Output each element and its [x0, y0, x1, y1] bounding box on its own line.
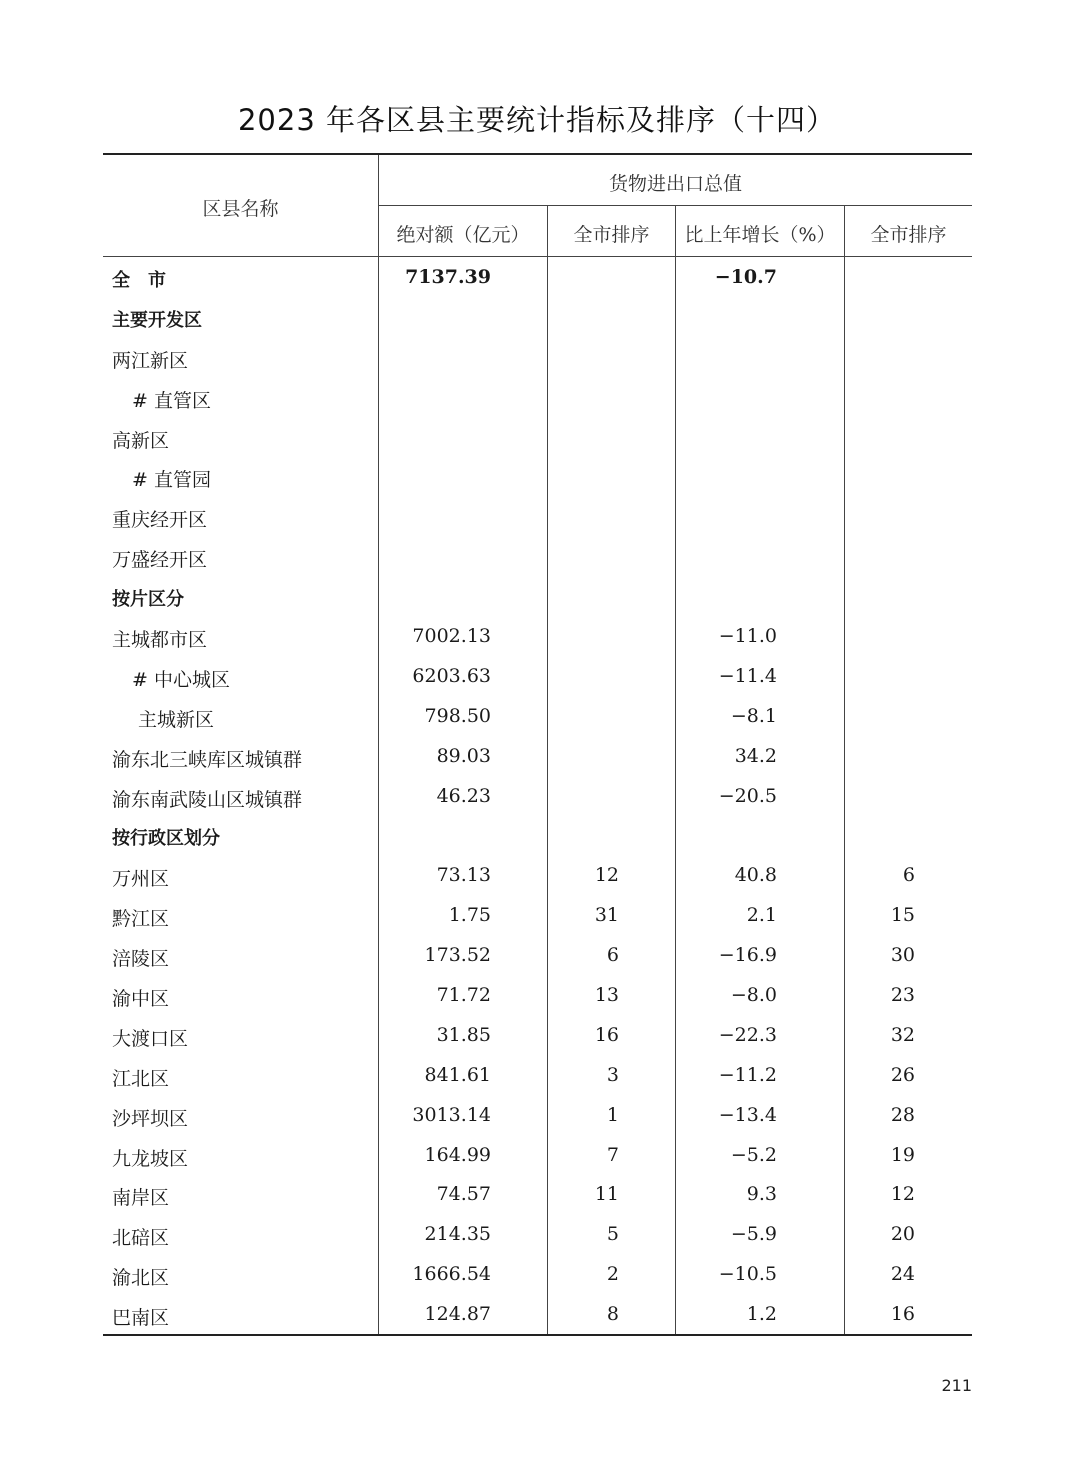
page-title: 2023 年各区县主要统计指标及排序（十四） — [237, 103, 837, 137]
table-row — [103, 1254, 972, 1294]
growth-cell: −11.2 — [718, 1063, 777, 1086]
region-name-cell: 主城新区 — [138, 708, 215, 731]
table-row — [103, 576, 972, 616]
region-name-cell: 按片区分 — [112, 589, 184, 611]
table-row — [103, 815, 972, 855]
growth-cell: −5.2 — [730, 1143, 777, 1166]
growth-rank-cell: 30 — [890, 944, 915, 967]
region-name-cell: 万盛经开区 — [112, 549, 208, 572]
growth-cell: −16.9 — [718, 944, 777, 967]
region-name-cell: 全 市 — [112, 270, 166, 291]
region-name-cell: 巴南区 — [112, 1307, 170, 1330]
growth-rank-cell: 6 — [902, 864, 915, 887]
region-name-cell: 渝东北三峡库区城镇群 — [112, 748, 303, 771]
table-row — [103, 536, 972, 576]
absolute-value-cell: 73.13 — [436, 864, 491, 887]
table-row — [103, 417, 972, 457]
absolute-value-cell: 1.75 — [448, 904, 491, 927]
absolute-value-cell: 7137.39 — [405, 266, 491, 288]
table-row — [103, 297, 972, 337]
growth-cell: −20.5 — [718, 784, 777, 807]
absolute-value-cell: 31.85 — [436, 1023, 491, 1046]
absolute-value-cell: 46.23 — [436, 784, 491, 807]
table-row — [103, 975, 972, 1015]
region-name-cell: 万州区 — [112, 868, 170, 891]
table-row — [103, 656, 972, 696]
growth-cell: 1.2 — [746, 1303, 777, 1326]
table-row — [103, 1294, 972, 1334]
rank-cell: 13 — [594, 984, 619, 1007]
region-name-cell: 按行政区划分 — [112, 828, 220, 850]
region-name-cell: 主要开发区 — [112, 309, 202, 331]
growth-cell: −11.4 — [718, 664, 777, 687]
growth-cell: −10.5 — [718, 1263, 777, 1286]
region-name-cell: # 直管园 — [132, 469, 211, 492]
growth-cell: −10.7 — [714, 266, 777, 288]
table-row — [103, 337, 972, 377]
table-row — [103, 1135, 972, 1175]
table-row — [103, 496, 972, 536]
table-row — [103, 616, 972, 656]
rank-cell: 1 — [606, 1103, 619, 1126]
region-name-cell: # 直管区 — [132, 389, 211, 412]
growth-rank-cell: 23 — [890, 984, 915, 1007]
absolute-value-cell: 6203.63 — [412, 664, 491, 687]
table-row — [103, 736, 972, 776]
absolute-value-cell: 3013.14 — [412, 1103, 491, 1126]
absolute-value-cell: 173.52 — [424, 944, 491, 967]
region-name-cell: 涪陵区 — [112, 948, 170, 971]
rank-cell: 31 — [594, 904, 619, 927]
region-name-cell: 沙坪坝区 — [112, 1107, 189, 1130]
growth-rank-cell: 20 — [890, 1223, 915, 1246]
region-name-cell: 江北区 — [112, 1067, 170, 1090]
region-name-cell: 北碚区 — [112, 1227, 170, 1250]
growth-rank-cell: 16 — [890, 1303, 915, 1326]
region-name-cell: 高新区 — [112, 429, 170, 452]
table-row — [103, 1015, 972, 1055]
region-name-cell: 黔江区 — [112, 908, 170, 931]
region-name-cell: 渝北区 — [112, 1267, 170, 1290]
table-row — [103, 1055, 972, 1095]
region-name-cell: 大渡口区 — [112, 1027, 189, 1050]
rank-cell: 11 — [594, 1183, 619, 1206]
table-row — [103, 776, 972, 816]
table-bottom-rule — [103, 1334, 972, 1336]
table-row — [103, 895, 972, 935]
table-row — [103, 456, 972, 496]
region-name-cell: 两江新区 — [112, 349, 189, 372]
region-name-cell: 九龙坡区 — [112, 1147, 189, 1170]
table-row — [103, 1095, 972, 1135]
table-row — [103, 1174, 972, 1214]
table-top-rule — [103, 153, 972, 155]
growth-cell: 34.2 — [734, 744, 777, 767]
growth-cell: −22.3 — [718, 1023, 777, 1046]
rank-cell: 2 — [606, 1263, 619, 1286]
growth-rank-cell: 32 — [890, 1023, 915, 1046]
growth-cell: 2.1 — [746, 904, 777, 927]
growth-rank-cell: 24 — [890, 1263, 915, 1286]
absolute-value-cell: 798.50 — [424, 704, 491, 727]
rank-cell: 12 — [594, 864, 619, 887]
absolute-value-cell: 7002.13 — [412, 625, 491, 648]
growth-cell: −8.0 — [730, 984, 777, 1007]
header-rank: 全市排序 — [573, 224, 650, 246]
table-row — [103, 377, 972, 417]
header-trade-total: 货物进出口总值 — [608, 173, 742, 195]
rank-cell: 7 — [606, 1143, 619, 1166]
growth-rank-cell: 19 — [890, 1143, 915, 1166]
rank-cell: 6 — [606, 944, 619, 967]
header-rank-growth: 全市排序 — [870, 224, 947, 246]
region-name-cell: # 中心城区 — [132, 668, 230, 691]
table-row — [103, 935, 972, 975]
region-name-cell: 重庆经开区 — [112, 509, 208, 532]
table-body — [103, 257, 972, 1334]
region-name-cell: 渝中区 — [112, 988, 170, 1011]
growth-rank-cell: 12 — [890, 1183, 915, 1206]
absolute-value-cell: 74.57 — [436, 1183, 491, 1206]
header-absolute: 绝对额（亿元） — [396, 224, 530, 246]
table-row — [103, 1214, 972, 1254]
growth-rank-cell: 15 — [890, 904, 915, 927]
growth-cell: 9.3 — [746, 1183, 777, 1206]
region-name-cell: 主城都市区 — [112, 629, 208, 652]
rank-cell: 5 — [606, 1223, 619, 1246]
absolute-value-cell: 841.61 — [424, 1063, 491, 1086]
growth-cell: −8.1 — [730, 704, 777, 727]
table-row — [103, 696, 972, 736]
table-row — [103, 257, 972, 297]
absolute-value-cell: 124.87 — [424, 1303, 491, 1326]
region-name-cell: 南岸区 — [112, 1187, 170, 1210]
table-row — [103, 855, 972, 895]
region-name-cell: 渝东南武陵山区城镇群 — [112, 788, 303, 811]
header-region-name: 区县名称 — [202, 198, 279, 220]
growth-cell: −13.4 — [718, 1103, 777, 1126]
header-growth: 比上年增长（%） — [684, 224, 836, 246]
absolute-value-cell: 1666.54 — [412, 1263, 491, 1286]
growth-rank-cell: 26 — [890, 1063, 915, 1086]
absolute-value-cell: 89.03 — [436, 744, 491, 767]
absolute-value-cell: 214.35 — [424, 1223, 491, 1246]
growth-rank-cell: 28 — [890, 1103, 915, 1126]
rank-cell: 16 — [594, 1023, 619, 1046]
growth-cell: 40.8 — [734, 864, 777, 887]
growth-cell: −5.9 — [730, 1223, 777, 1246]
rank-cell: 8 — [606, 1303, 619, 1326]
absolute-value-cell: 71.72 — [436, 984, 491, 1007]
page-number: 211 — [941, 1376, 972, 1395]
absolute-value-cell: 164.99 — [424, 1143, 491, 1166]
rank-cell: 3 — [606, 1063, 619, 1086]
growth-cell: −11.0 — [718, 625, 777, 648]
